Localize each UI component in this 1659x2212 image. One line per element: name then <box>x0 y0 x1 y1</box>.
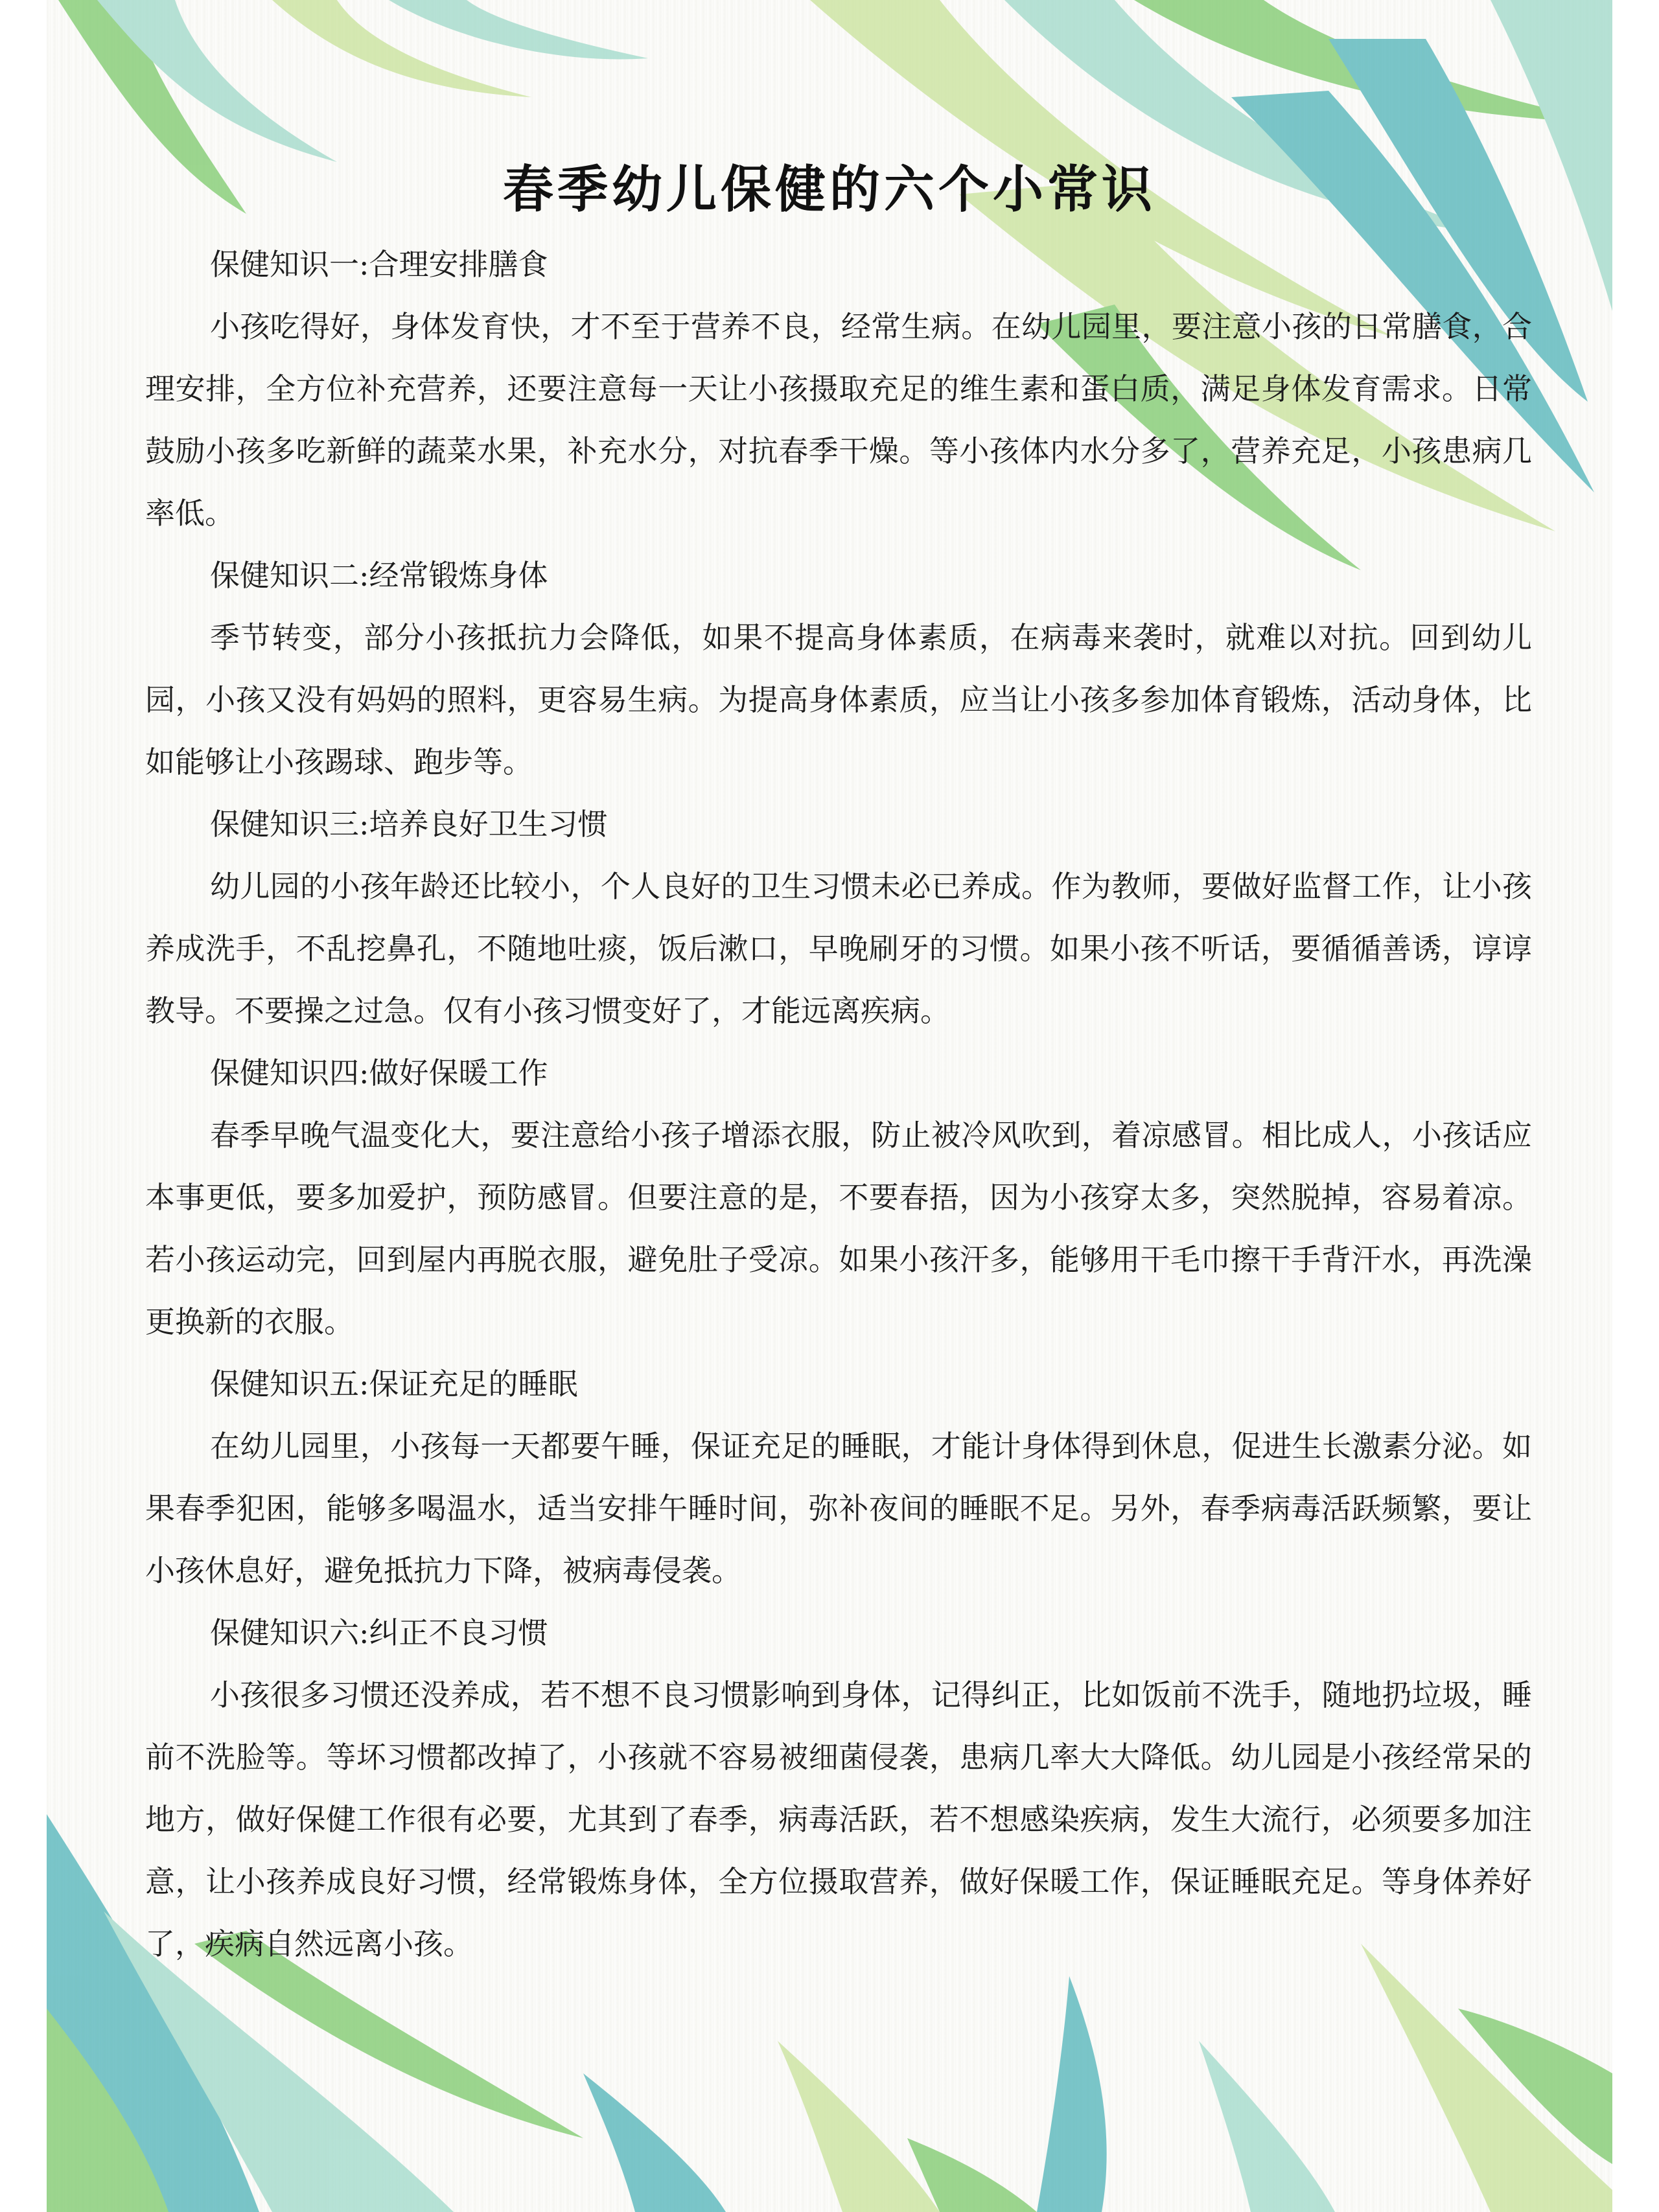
section-heading-3: 保健知识三:培养良好卫生习惯 <box>210 807 608 842</box>
section-heading-6: 保健知识六:纠正不良习惯 <box>210 1615 548 1650</box>
section-body-2: 季节转变，部分小孩抵抗力会降低，如果不提高身体素质，在病毒来袭时，就难以对抗。回到幼儿园，小孩又没有妈妈的照料，更容易生病。为提高身体素质，应当让小孩多参加体育锻炼，活动身体，比如能够让小孩踢球、跑步等。 <box>145 620 1532 779</box>
section-heading-4: 保健知识四:做好保暖工作 <box>210 1055 548 1090</box>
section-body-5: 在幼儿园里，小孩每一天都要午睡，保证充足的睡眠，才能计身体得到休息，促进生长激素分泌。如果春季犯困，能够多喝温水，适当安排午睡时间，弥补夜间的睡眠不足。另外，春季病毒活跃频繁，要让小孩休息好，避免抵抗力下降，被病毒侵袭。 <box>145 1429 1532 1588</box>
section-heading-5: 保健知识五:保证充足的睡眠 <box>210 1366 578 1401</box>
page-title: 春季幼儿保健的六个小常识 <box>502 160 1156 219</box>
section-body-6: 小孩很多习惯还没养成，若不想不良习惯影响到身体，记得纠正，比如饭前不洗手，随地扔垃圾，睡前不洗脸等。等坏习惯都改掉了，小孩就不容易被细菌侵袭，患病几率大大降低。幼儿园是小孩经常呆的地方，做好保健工作很有必要，尤其到了春季，病毒活跃，若不想感染疾病，发生大流行，必须要多加注意，让小孩养成良好习惯，经常锻炼身体，全方位摄取营养，做好保暖工作，保证睡眠充足。等身体养好了，疾病自然远离小孩。 <box>145 1677 1532 1961</box>
section-heading-2: 保健知识二:经常锻炼身体 <box>210 558 548 593</box>
article-body <box>145 233 1532 1975</box>
section-heading-1: 保健知识一:合理安排膳食 <box>210 247 548 282</box>
section-body-1: 小孩吃得好，身体发育快，才不至于营养不良，经常生病。在幼儿园里，要注意小孩的日常膳食，合理安排，全方位补充营养，还要注意每一天让小孩摄取充足的维生素和蛋白质，满足身体发育需求。日常鼓励小孩多吃新鲜的蔬菜水果，补充水分，对抗春季干燥。等小孩体内水分多了，营养充足，小孩患病几率低。 <box>145 309 1532 531</box>
section-body-4: 春季早晚气温变化大，要注意给小孩子增添衣服，防止被冷风吹到，着凉感冒。相比成人，小孩话应本事更低，要多加爱护，预防感冒。但要注意的是，不要春捂，因为小孩穿太多，突然脱掉，容易着凉。若小孩运动完，回到屋内再脱衣服，避免肚子受凉。如果小孩汗多，能够用干毛巾擦干手背汗水，再洗澡更换新的衣服。 <box>145 1118 1532 1339</box>
section-body-3: 幼儿园的小孩年龄还比较小，个人良好的卫生习惯未必已养成。作为教师，要做好监督工作，让小孩养成洗手，不乱挖鼻孔，不随地吐痰，饭后漱口，早晚刷牙的习惯。如果小孩不听话，要循循善诱，谆谆教导。不要操之过急。仅有小孩习惯变好了，才能远离疾病。 <box>145 869 1532 1028</box>
